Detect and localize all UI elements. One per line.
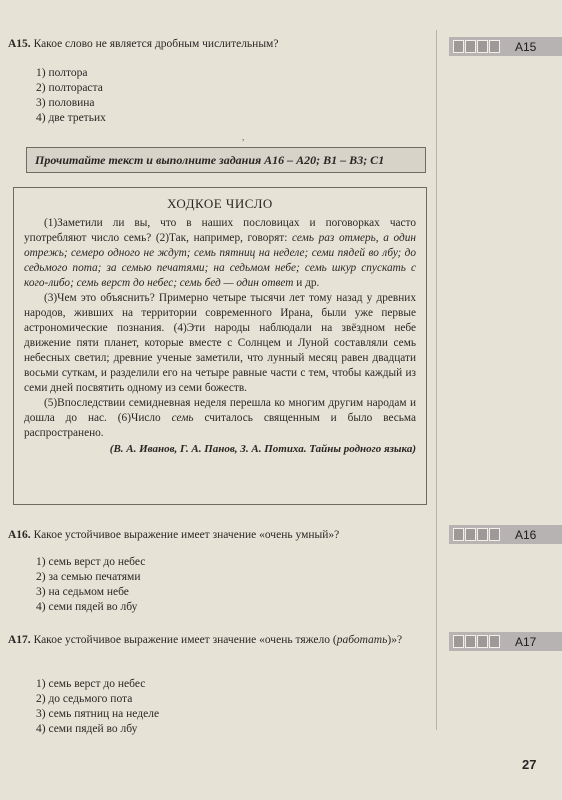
answer-tab-a15[interactable]	[449, 37, 562, 56]
answer-tab-a17[interactable]	[449, 632, 562, 651]
task-instruction: Прочитайте текст и выполните задания А16 – А20; В1 – В3; С1	[26, 147, 426, 173]
answer-cell-1[interactable]	[453, 40, 464, 53]
passage-source: (В. А. Иванов, Г. А. Панов, З. А. Потиха. Тайны родного языка)	[109, 443, 416, 455]
question-number: A15.	[8, 38, 31, 50]
answer-cells	[453, 40, 501, 53]
question-a16	[8, 528, 339, 543]
option-a17-2: 2) до седьмого пота	[36, 693, 133, 705]
option-a17-3: 3) семь пятниц на неделе	[36, 708, 160, 720]
option-a15-3: 3) половина	[36, 97, 95, 109]
option-a17-1: 1) семь верст до небес	[36, 678, 146, 690]
question-number: А17.	[8, 634, 31, 646]
margin-divider	[436, 30, 437, 730]
question-text: Какое слово не является дробным числительным?	[33, 38, 279, 50]
option-a15-1: 1) полтора	[36, 67, 88, 79]
answer-cell-2[interactable]	[465, 40, 476, 53]
answer-tab-a16[interactable]	[449, 525, 562, 544]
option-a15-2: 2) полтораста	[36, 82, 103, 94]
question-number: А16.	[8, 529, 31, 541]
answer-cell-4[interactable]	[489, 40, 500, 53]
passage-paragraph-2: (3)Чем это объяснить? Примерно четыре тысячи лет тому назад у древних народов, живших на территории современного Ирана, были уже первые астрономические познания. (4)Эти народы наблюдали на звёздном небе движение пяти планет, которые вместе с Солнцем и Луной составляли семь небесных светил; древние ученые заметили, что лунный месяц равен двадцати восьми суткам, и разделили его на четыре равные части с тем, чтобы каждый из семи дней посвятить одному из семи божеств.	[24, 292, 416, 394]
answer-cell-3[interactable]	[477, 40, 488, 53]
page-number: 27	[522, 757, 537, 772]
option-a17-4: 4) семи пядей во лбу	[36, 723, 138, 735]
passage-title: ХОДКОЕ ЧИСЛО	[167, 196, 273, 211]
option-a16-1: 1) семь верст до небес	[36, 556, 146, 568]
answer-cell-1[interactable]	[453, 635, 464, 648]
question-a17	[8, 633, 428, 648]
answer-cell-3[interactable]	[477, 528, 488, 541]
option-a16-4: 4) семи пядей во лбу	[36, 601, 138, 613]
answer-cell-1[interactable]	[453, 528, 464, 541]
question-a15	[8, 37, 278, 52]
answer-cell-4[interactable]	[489, 528, 500, 541]
answer-cells	[453, 635, 501, 648]
answer-cell-3[interactable]	[477, 635, 488, 648]
answer-tab-label: А15	[515, 39, 537, 54]
question-text: Какое устойчивое выражение имеет значение «очень тяжело (работать)»?	[33, 634, 403, 646]
reading-passage	[13, 187, 427, 505]
answer-cell-2[interactable]	[465, 528, 476, 541]
stray-mark: ,	[242, 132, 245, 142]
passage-paragraph-1: (1)Заметили ли вы, что в наших пословицах и поговорках часто употребляют число семь? (2)Так, например, говорят: семь раз отмерь, а один отрежь; семеро одного не ждут; семь пятниц на неделе; семи пядей во лбу; до седьмого пота; за семью печатями; на седьмом небе; семь шкур спускать с кого-либо; семь верст до небес; семь бед — один ответ и др.	[24, 217, 416, 289]
answer-cells	[453, 528, 501, 541]
option-a15-4: 4) две третьих	[36, 112, 106, 124]
answer-tab-label: А16	[515, 527, 537, 542]
answer-cell-4[interactable]	[489, 635, 500, 648]
answer-tab-label: А17	[515, 634, 537, 649]
answer-cell-2[interactable]	[465, 635, 476, 648]
option-a16-2: 2) за семью печатями	[36, 571, 141, 583]
option-a16-3: 3) на седьмом небе	[36, 586, 129, 598]
question-text: Какое устойчивое выражение имеет значение «очень умный»?	[33, 529, 340, 541]
passage-paragraph-3: (5)Впоследствии семидневная неделя перешла ко многим другим народам и дошла до нас. (6)Число семь считалось священным и было весьма распространено.	[24, 397, 417, 439]
